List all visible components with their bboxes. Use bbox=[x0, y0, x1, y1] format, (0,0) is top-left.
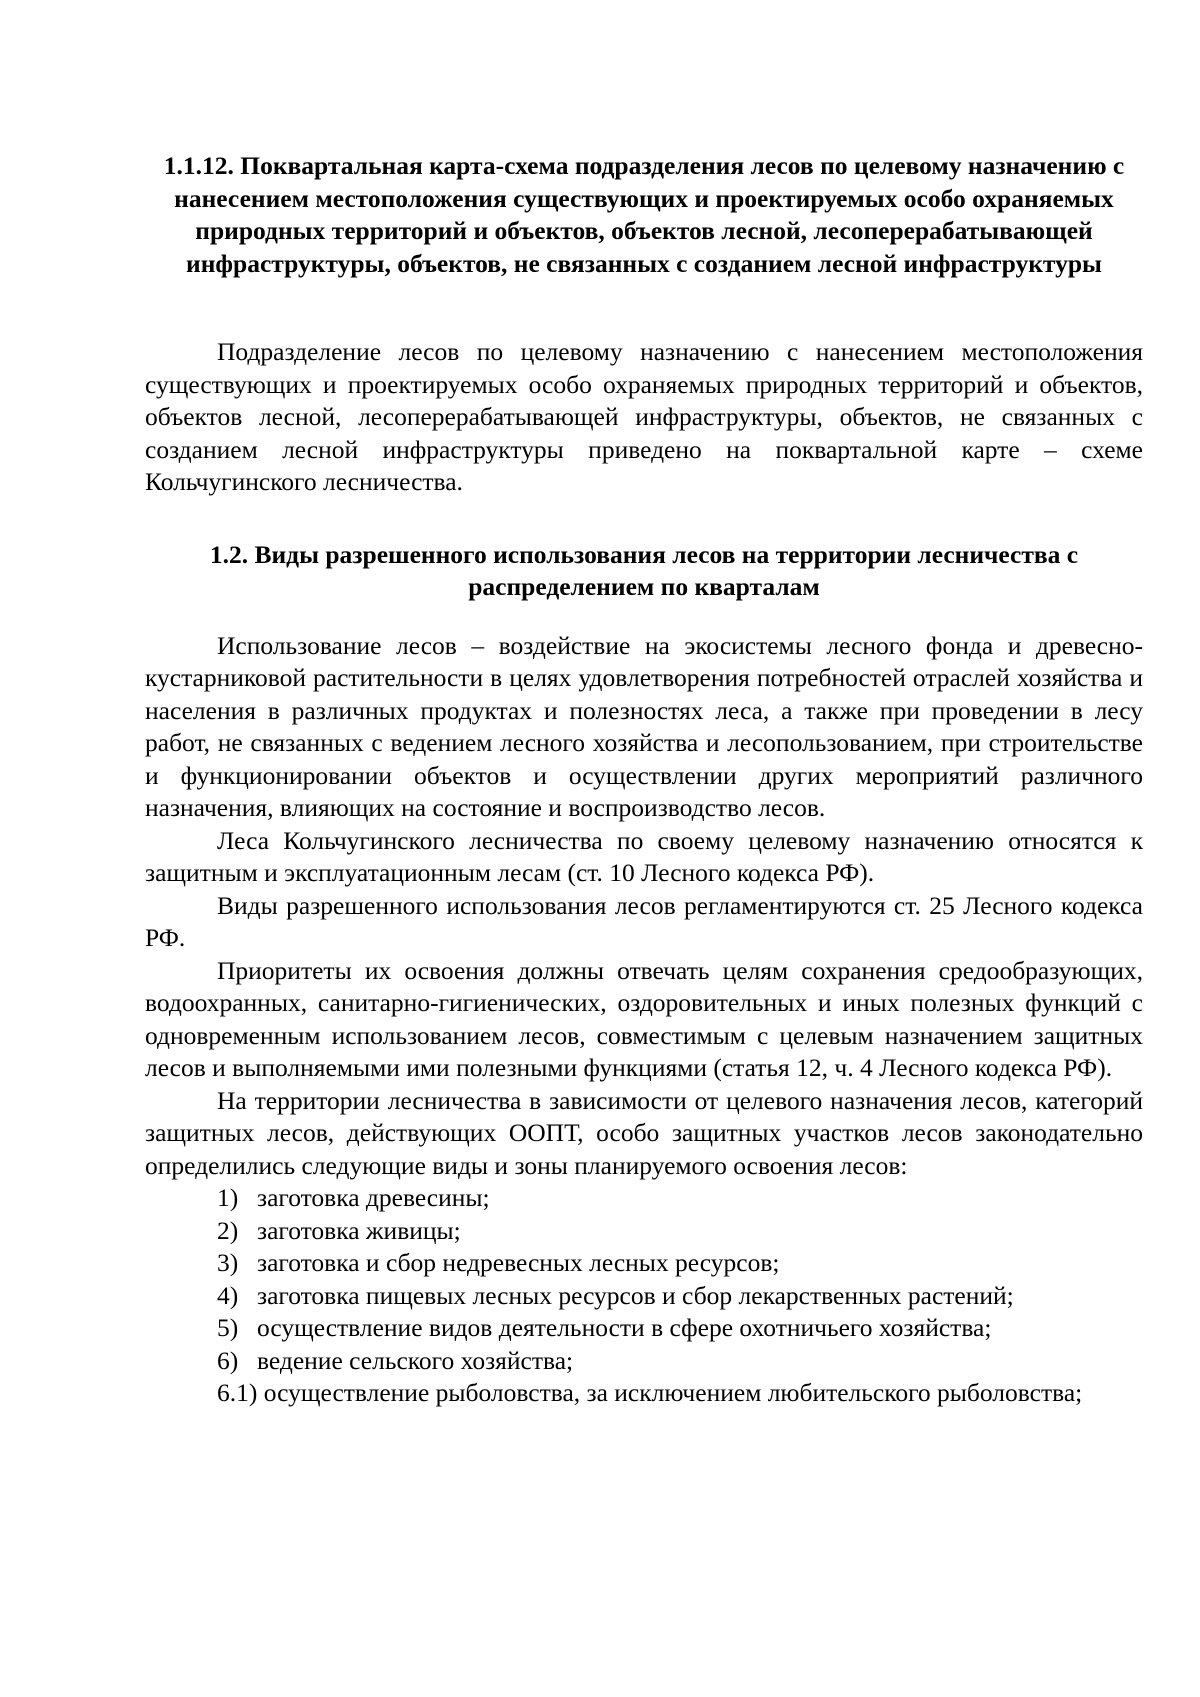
section-heading-1-1-12: 1.1.12. Поквартальная карта-схема подразделения лесов по целевому назначению с нанесением местоположения существующих и проектируемых особо охраняемых природных территорий и объектов, объектов лесной, лесоперерабатывающей инфраструктуры, объектов, не связанных с созданием лесной инфраструктуры bbox=[163, 151, 1125, 278]
list-item bbox=[145, 1312, 1143, 1345]
list-item-text: заготовка живицы; bbox=[257, 1215, 461, 1245]
list-item-text: заготовка древесины; bbox=[257, 1183, 490, 1212]
list-item-text: ведение сельского хозяйства; bbox=[257, 1345, 574, 1375]
list-item-number: 3) bbox=[217, 1248, 239, 1277]
paragraph-forest-use-definition: Использование лесов – воздействие на экосистемы лесного фонда и древесно-кустарниковой растительности в целях удовлетворения потребностей отраслей хозяйства и населения в различных продуктах и полезностях леса, а также при проведении в лесу работ, не связанных с ведением лесного хозяйства и лесопользованием, при строительстве и функционировании объектов и осуществлении других мероприятий различного назначения, влияющих на состояние и воспроизводство лесов. bbox=[145, 630, 1143, 822]
list-item-6-1: 6.1) осуществление рыболовства, за исключением любительского рыболовства; bbox=[217, 1378, 1083, 1407]
list-item-number: 4) bbox=[217, 1280, 239, 1310]
paragraph-forest-division: Подразделение лесов по целевому назначению с нанесением местоположения существующих и проектируемых особо охраняемых природных территорий и объектов, объектов лесной, лесоперерабатывающей инфраструктуры, объектов, не связанных с созданием лесной инфраструктуры приведено на поквартальной карте – схеме Кольчугинского лесничества. bbox=[145, 337, 1143, 496]
list-item-text: заготовка и сбор недревесных лесных ресурсов; bbox=[257, 1248, 780, 1277]
list-item-number: 5) bbox=[217, 1313, 239, 1342]
list-item bbox=[145, 1215, 1143, 1248]
paragraph-permitted-uses: Виды разрешенного использования лесов регламентируются ст. 25 Лесного кодекса РФ. bbox=[145, 890, 1143, 952]
list-item bbox=[145, 1345, 1143, 1378]
list-item-number: 2) bbox=[217, 1215, 239, 1245]
section-heading-1-2: 1.2. Виды разрешенного использования лесов на территории лесничества с распределением по кварталам bbox=[209, 539, 1079, 601]
list-item bbox=[145, 1182, 1143, 1215]
list-item-number: 6) bbox=[217, 1345, 239, 1375]
list-item bbox=[145, 1280, 1143, 1313]
paragraph-planned-zones: На территории лесничества в зависимости от целевого назначения лесов, категорий защитных лесов, действующих ООПТ, особо защитных участков лесов законодательно определились следующие виды и зоны планируемого освоения лесов: bbox=[145, 1085, 1143, 1180]
list-item-text: заготовка пищевых лесных ресурсов и сбор лекарственных растений; bbox=[257, 1280, 1014, 1310]
paragraph-forest-purpose: Леса Кольчугинского лесничества по своему целевому назначению относятся к защитным и эксплуатационным лесам (ст. 10 Лесного кодекса РФ). bbox=[145, 825, 1143, 887]
document-page bbox=[145, 150, 1143, 1410]
list-item-number: 1) bbox=[217, 1183, 239, 1212]
list-item-text: осуществление видов деятельности в сфере охотничьего хозяйства; bbox=[257, 1313, 992, 1342]
forest-uses-list bbox=[145, 1182, 1143, 1377]
paragraph-priorities: Приоритеты их освоения должны отвечать целям сохранения средообразующих, водоохранных, санитарно-гигиенических, оздоровительных и иных полезных функций с одновременным использованием лесов, совместимым с целевым назначением защитных лесов и выполняемыми ими полезными функциями (статья 12, ч. 4 Лесного кодекса РФ). bbox=[145, 955, 1143, 1082]
list-item bbox=[145, 1247, 1143, 1280]
